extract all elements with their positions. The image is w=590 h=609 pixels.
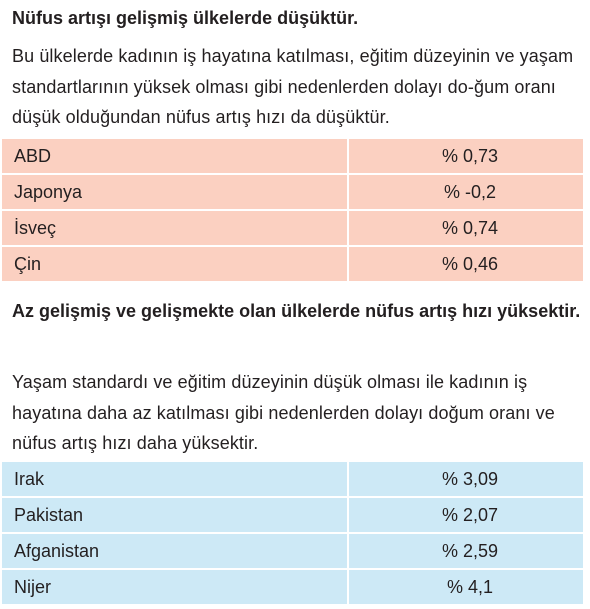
country-name: Pakistan — [1, 497, 348, 533]
country-name: Çin — [1, 246, 348, 282]
country-name: ABD — [1, 138, 348, 174]
country-name: Japonya — [1, 174, 348, 210]
country-name: Irak — [1, 461, 348, 497]
section-2-paragraph: Yaşam standardı ve eğitim düzeyinin düşük olması ile kadının iş hayatına daha az katılması gibi nedenlerden dolayı doğum oranı ve nüfus artış hızı daha yüksektir. — [12, 372, 555, 453]
growth-rate: % 0,46 — [348, 246, 584, 282]
country-name: Afganistan — [1, 533, 348, 569]
country-name: İsveç — [1, 210, 348, 246]
developing-countries-table — [0, 460, 585, 606]
table-row — [1, 138, 584, 174]
table-row — [1, 533, 584, 569]
growth-rate: % 4,1 — [348, 569, 584, 605]
growth-rate: % 2,07 — [348, 497, 584, 533]
table-row — [1, 461, 584, 497]
table-row — [1, 569, 584, 605]
growth-rate: % 3,09 — [348, 461, 584, 497]
section-1-paragraph: Bu ülkelerde kadının iş hayatına katılması, eğitim düzeyinin ve yaşam standartlarının yüksek olması gibi nedenlerden dolayı do-ğum oranı düşük olduğundan nüfus artış hızı da düşüktür. — [12, 46, 574, 127]
table-row — [1, 497, 584, 533]
table-row — [1, 174, 584, 210]
table-row — [1, 210, 584, 246]
growth-rate: % 2,59 — [348, 533, 584, 569]
table-row — [1, 246, 584, 282]
growth-rate: % 0,73 — [348, 138, 584, 174]
growth-rate: % 0,74 — [348, 210, 584, 246]
section-2-heading: Az gelişmiş ve gelişmekte olan ülkelerde nüfus artış hızı yüksektir. — [12, 301, 581, 321]
developed-countries-table — [0, 137, 585, 283]
growth-rate: % -0,2 — [348, 174, 584, 210]
section-1-heading: Nüfus artışı gelişmiş ülkelerde düşüktür. — [12, 8, 359, 28]
country-name: Nijer — [1, 569, 348, 605]
